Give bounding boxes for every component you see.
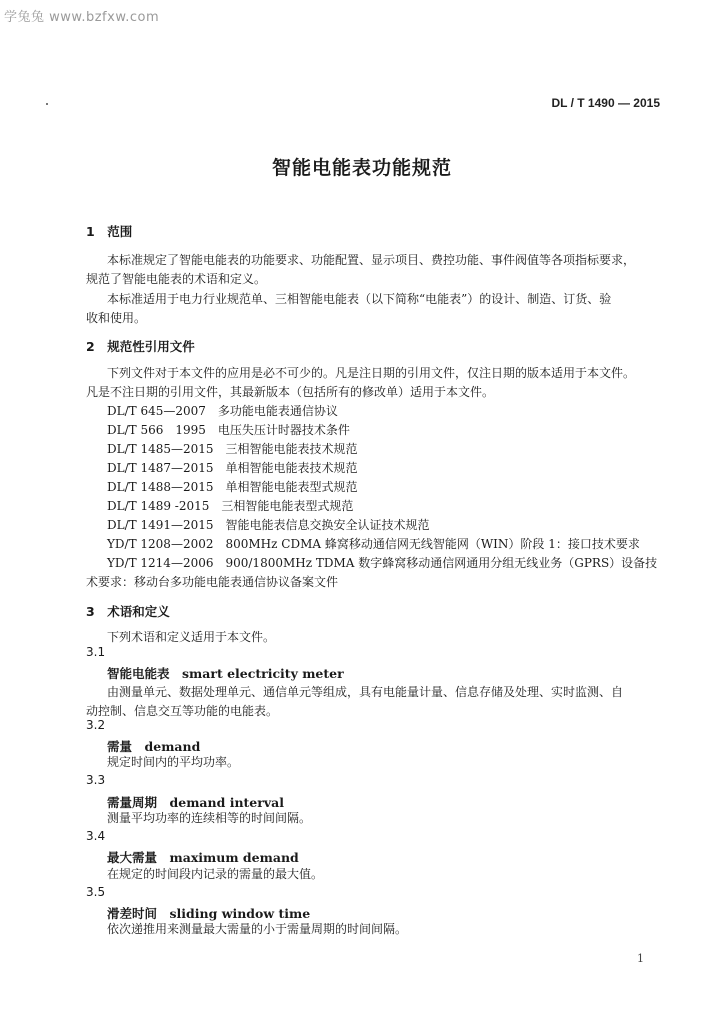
section-1-para-2-line-1: 本标准适用于电力行业规范单、三相智能电能表（以下简称“电能表”）的设计、制造、订货、验 <box>107 292 612 306</box>
reference-item: DL/T 1488—2015 单相智能电能表型式规范 <box>107 480 358 494</box>
watermark: 学兔兔 www.bzfxw.com <box>4 10 160 25</box>
section-1-para-1-line-1: 本标准规定了智能电能表的功能要求、功能配置、显示项目、费控功能、事件阀值等各项指标要求， <box>107 253 636 267</box>
section-3-intro: 下列术语和定义适用于本文件。 <box>107 630 276 644</box>
reference-item: YD/T 1208—2002 800MHz CDMA 蜂窝移动通信网无线智能网（WIN）阶段 1：接口技术要求 <box>107 537 640 551</box>
reference-item: DL/T 566 1995 电压失压计时器技术条件 <box>107 423 350 437</box>
page-number: 1 <box>637 952 644 965</box>
document-title: 智能电能表功能规范 <box>271 157 452 179</box>
reference-item: DL/T 1489 -2015 三相智能电能表型式规范 <box>107 499 354 513</box>
reference-item: DL/T 1491—2015 智能电能表信息交换安全认证技术规范 <box>107 518 430 532</box>
section-2-heading: 2 规范性引用文件 <box>86 339 195 354</box>
term-title: 需量 demand <box>107 739 201 754</box>
section-1-para-2-line-2: 收和使用。 <box>86 311 147 325</box>
standard-number: DL / T 1490 — 2015 <box>551 96 660 110</box>
term-definition-line-1: 测量平均功率的连续相等的时间间隔。 <box>107 811 312 825</box>
section-3-heading: 3 术语和定义 <box>86 604 170 619</box>
reference-item: DL/T 1487—2015 单相智能电能表技术规范 <box>107 461 358 475</box>
term-definition-line-1: 在规定的时间段内记录的需量的最大值。 <box>107 867 324 881</box>
scan-speck <box>46 103 48 105</box>
section-1-heading: 1 范围 <box>86 224 133 239</box>
term-number: 3.4 <box>86 829 106 843</box>
term-definition-line-1: 规定时间内的平均功率。 <box>107 755 240 769</box>
reference-item-last-line-1: YD/T 1214—2006 900/1800MHz TDMA 数字蜂窝移动通信网通用分组无线业务（GPRS）设备技 <box>107 556 658 570</box>
term-definition-line-1: 由测量单元、数据处理单元、通信单元等组成，具有电能量计量、信息存储及处理、实时监测、自 <box>107 685 624 699</box>
reference-item: DL/T 1485—2015 三相智能电能表技术规范 <box>107 442 358 456</box>
reference-item: DL/T 645—2007 多功能电能表通信协议 <box>107 404 338 418</box>
term-title: 最大需量 maximum demand <box>107 850 299 865</box>
term-number: 3.2 <box>86 718 106 732</box>
term-definition-line-1: 依次递推用来测量最大需量的小于需量周期的时间间隔。 <box>107 922 408 936</box>
term-title: 智能电能表 smart electricity meter <box>107 666 344 681</box>
section-2-intro-line-2: 凡是不注日期的引用文件，其最新版本（包括所有的修改单）适用于本文件。 <box>86 385 495 399</box>
section-1-para-1-line-2: 规范了智能电能表的术语和定义。 <box>86 272 267 286</box>
term-number: 3.3 <box>86 773 106 787</box>
reference-item-last-line-2: 术要求：移动台多功能电能表通信协议备案文件 <box>86 575 339 589</box>
term-number: 3.1 <box>86 645 106 659</box>
term-title: 需量周期 demand interval <box>107 795 284 810</box>
term-title: 滑差时间 sliding window time <box>107 906 311 921</box>
term-definition-line-2: 动控制、信息交互等功能的电能表。 <box>86 704 279 718</box>
section-2-intro-line-1: 下列文件对于本文件的应用是必不可少的。凡是注日期的引用文件，仅注日期的版本适用于本文件。 <box>107 366 636 380</box>
term-number: 3.5 <box>86 885 106 899</box>
